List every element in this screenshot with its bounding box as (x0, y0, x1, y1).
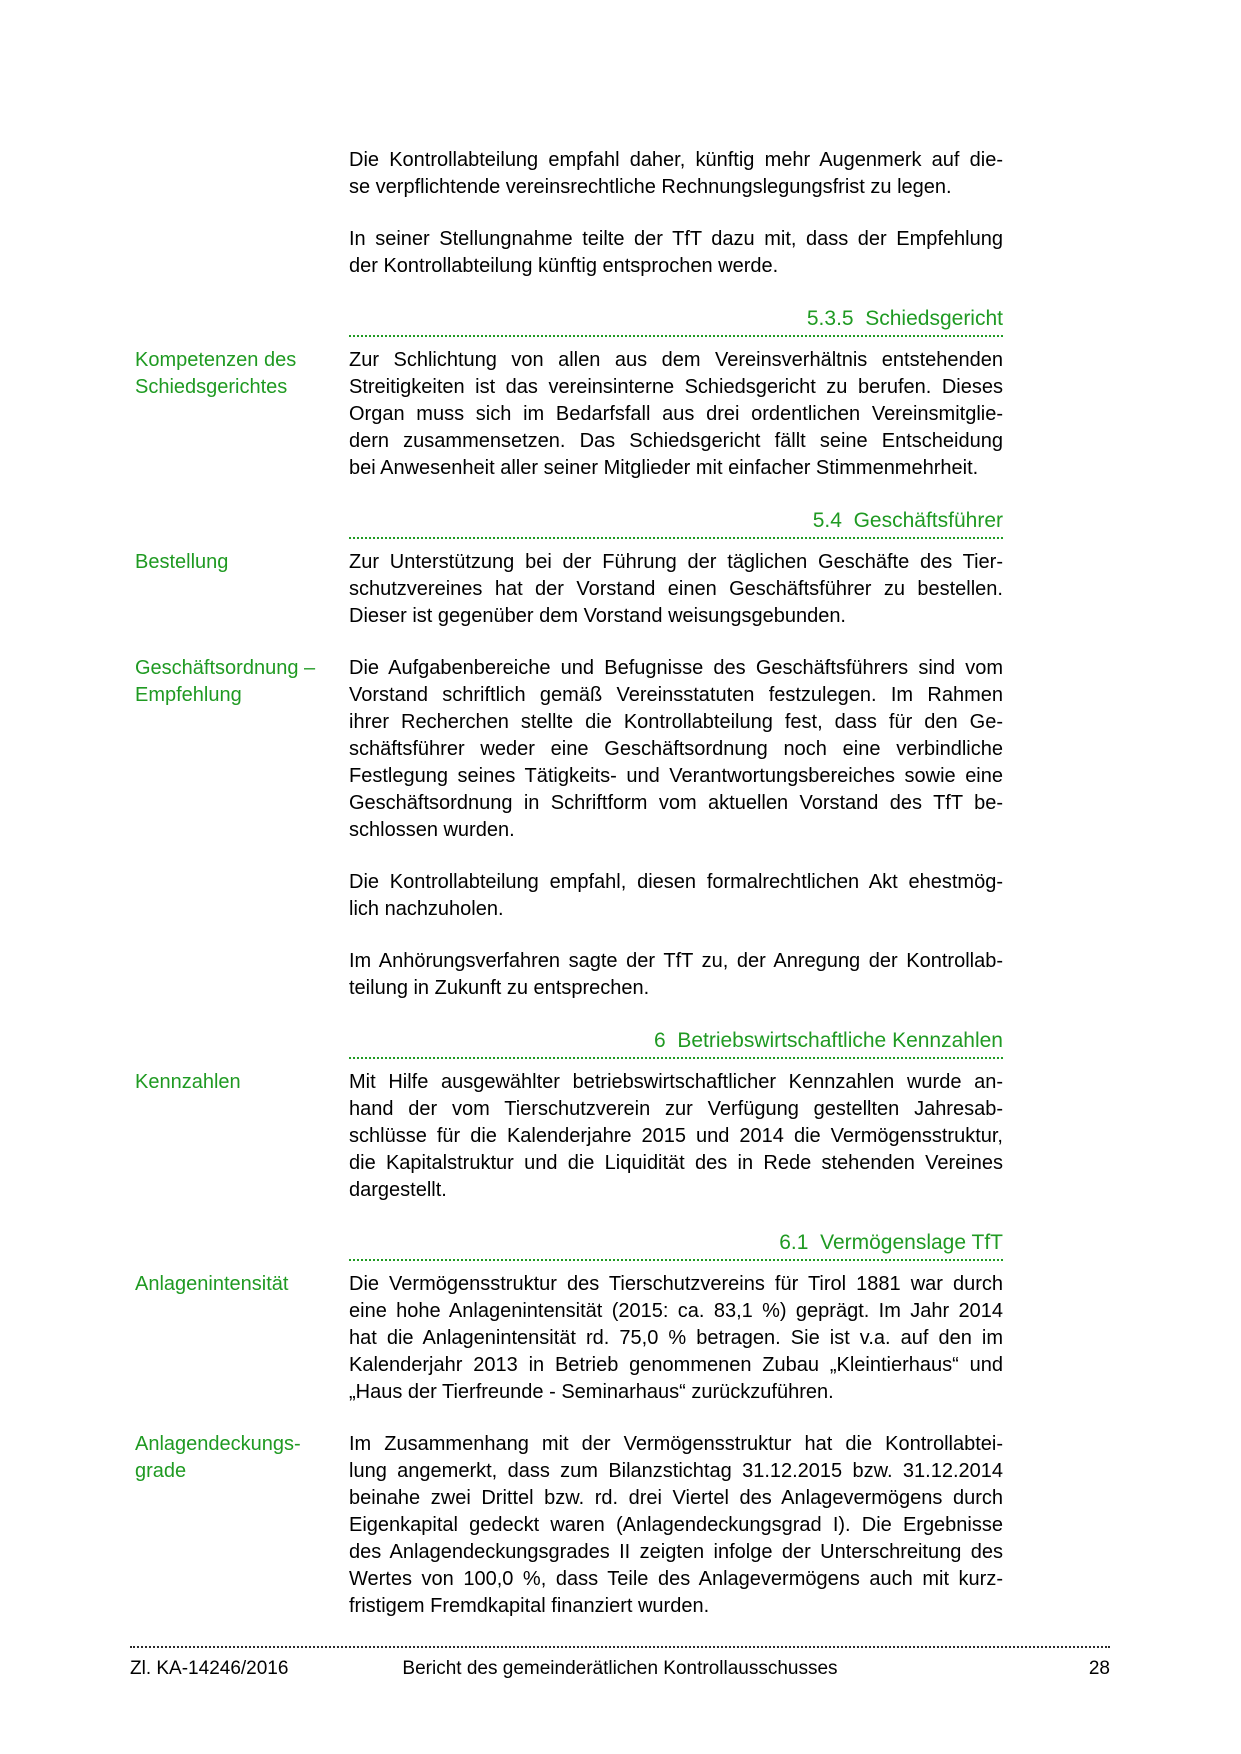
paragraph-line: bei Anwesenheit aller seiner Mitglieder mit einfacher Stimmenmehrheit. (349, 457, 979, 479)
margin-label (135, 147, 349, 201)
paragraph (349, 347, 1003, 482)
paragraph-line: schäftsführer weder eine Geschäftsordnung noch eine verbindliche (349, 738, 1003, 760)
dotted-separator (349, 537, 1003, 539)
section-heading-row (349, 305, 1003, 337)
paragraph (349, 1431, 1003, 1620)
margin-label (135, 869, 349, 923)
paragraph-line: Im Anhörungsverfahren sagte der TfT zu, der Anregung der Kontrollab- (349, 950, 1003, 972)
paragraph-line: Mit Hilfe ausgewählter betriebswirtschaftlicher Kennzahlen wurde an- (349, 1071, 1003, 1093)
paragraph-line: Organ muss sich im Bedarfsfall aus drei ordentlichen Vereinsmitglie- (349, 403, 1003, 425)
dotted-separator (349, 1259, 1003, 1261)
footer-text-row (130, 1657, 1110, 1681)
section-heading-row (349, 1229, 1003, 1261)
paragraph-line: se verpflichtende vereinsrechtliche Rechnungslegungsfrist zu legen. (349, 176, 952, 198)
footer-separator (130, 1646, 1110, 1648)
section-heading-row (349, 507, 1003, 539)
margin-label-line: Kennzahlen (135, 1071, 241, 1093)
margin-label-line: Geschäftsordnung – (135, 657, 316, 679)
paragraph-line: Dieser ist gegenüber dem Vorstand weisungsgebunden. (349, 605, 846, 627)
paragraph (349, 549, 1003, 630)
paragraph (349, 655, 1003, 844)
margin-label-line: Anlagenintensität (135, 1273, 289, 1295)
paragraph (349, 1069, 1003, 1204)
paragraph-line: Wertes von 100,0 %, dass Teile des Anlagevermögens auch mit kurz- (349, 1568, 1003, 1590)
paragraph-line: Vorstand schriftlich gemäß Vereinsstatuten festzulegen. Im Rahmen (349, 684, 1003, 706)
margin-label (135, 1069, 349, 1204)
paragraph-line: teilung in Zukunft zu entsprechen. (349, 977, 650, 999)
paragraph-line: schutzvereines hat der Vorstand einen Geschäftsführer zu bestellen. (349, 578, 1003, 600)
paragraph (349, 226, 1003, 280)
text-block-row (135, 869, 1003, 923)
paragraph-line: schlüsse für die Kalenderjahre 2015 und 2014 die Vermögensstruktur, (349, 1125, 1003, 1147)
paragraph-line: „Haus der Tierfreunde - Seminarhaus“ zurückzuführen. (349, 1381, 834, 1403)
text-block-row (135, 655, 1003, 844)
paragraph-line: die Kapitalstruktur und die Liquidität des in Rede stehenden Vereines (349, 1152, 1003, 1174)
paragraph-line: In seiner Stellungnahme teilte der TfT dazu mit, dass der Empfehlung (349, 228, 1003, 250)
paragraph-line: Die Kontrollabteilung empfahl daher, künftig mehr Augenmerk auf die- (349, 149, 1003, 171)
footer-document-title: Bericht des gemeinderätlichen Kontrollausschusses (402, 1658, 838, 1679)
paragraph-line: Die Kontrollabteilung empfahl, diesen formalrechtlichen Akt ehestmög- (349, 871, 1003, 893)
text-block-row (135, 1271, 1003, 1406)
margin-label (135, 1431, 349, 1620)
margin-label (135, 347, 349, 482)
paragraph (349, 1271, 1003, 1406)
paragraph-line: der Kontrollabteilung künftig entsprochen werde. (349, 255, 779, 277)
paragraph-line: beinahe zwei Drittel bzw. rd. drei Viertel des Anlagevermögens durch (349, 1487, 1003, 1509)
paragraph-line: hat die Anlagenintensität rd. 75,0 % betragen. Sie ist v.a. auf den im (349, 1327, 1003, 1349)
margin-label (135, 226, 349, 280)
paragraph-line: fristigem Fremdkapital finanziert wurden. (349, 1595, 710, 1617)
paragraph-line: Geschäftsordnung in Schriftform vom aktuellen Vorstand des TfT be- (349, 792, 1003, 814)
section-heading-row (349, 1027, 1003, 1059)
text-block-row (135, 948, 1003, 1002)
paragraph-line: Festlegung seines Tätigkeits- und Verantwortungsbereiches sowie eine (349, 765, 1003, 787)
margin-label (135, 549, 349, 630)
section-heading: 5.4 Geschäftsführer (812, 509, 1003, 532)
margin-label-line: Anlagendeckungs- (135, 1433, 301, 1455)
paragraph (349, 948, 1003, 1002)
paragraph-line: lich nachzuholen. (349, 898, 504, 920)
dotted-separator (349, 335, 1003, 337)
paragraph-line: Streitigkeiten ist das vereinsinterne Schiedsgericht zu berufen. Dieses (349, 376, 1003, 398)
margin-label (135, 1271, 349, 1406)
paragraph (349, 869, 1003, 923)
paragraph-line: eine hohe Anlagenintensität (2015: ca. 83,1 %) geprägt. Im Jahr 2014 (349, 1300, 1003, 1322)
section-heading: 5.3.5 Schiedsgericht (806, 307, 1003, 330)
text-block-row (135, 347, 1003, 482)
paragraph-line: des Anlagendeckungsgrades II zeigten infolge der Unterschreitung des (349, 1541, 1003, 1563)
margin-label-line: Bestellung (135, 551, 229, 573)
paragraph-line: lung angemerkt, dass zum Bilanzstichtag 31.12.2015 bzw. 31.12.2014 (349, 1460, 1003, 1482)
footer-page-number: 28 (1088, 1658, 1110, 1679)
paragraph-line: Zur Schlichtung von allen aus dem Vereinsverhältnis entstehenden (349, 349, 1003, 371)
paragraph-line: Kalenderjahr 2013 in Betrieb genommenen Zubau „Kleintierhaus“ und (349, 1354, 1003, 1376)
margin-label (135, 655, 349, 844)
margin-label-line: Empfehlung (135, 684, 242, 706)
paragraph-line: dargestellt. (349, 1179, 447, 1201)
paragraph-line: Die Vermögensstruktur des Tierschutzvereins für Tirol 1881 war durch (349, 1273, 1003, 1295)
text-block-row (135, 1069, 1003, 1204)
paragraph-line: ihrer Recherchen stellte die Kontrollabteilung fest, dass für den Ge- (349, 711, 1003, 733)
margin-label (135, 948, 349, 1002)
section-heading: 6 Betriebswirtschaftliche Kennzahlen (653, 1029, 1003, 1052)
paragraph-line: dern zusammensetzen. Das Schiedsgericht fällt seine Entscheidung (349, 430, 1003, 452)
text-block-row (135, 549, 1003, 630)
paragraph-line: Zur Unterstützung bei der Führung der täglichen Geschäfte des Tier- (349, 551, 1003, 573)
paragraph-line: Eigenkapital gedeckt waren (Anlagendeckungsgrad I). Die Ergebnisse (349, 1514, 1003, 1536)
paragraph-line: hand der vom Tierschutzverein zur Verfügung gestellten Jahresab- (349, 1098, 1003, 1120)
paragraph (349, 147, 1003, 201)
text-block-row (135, 147, 1003, 201)
margin-label-line: Schiedsgerichtes (135, 376, 288, 398)
dotted-separator (349, 1057, 1003, 1059)
paragraph-line: Im Zusammenhang mit der Vermögensstruktur hat die Kontrollabtei- (349, 1433, 1003, 1455)
footer-reference-number: Zl. KA-14246/2016 (130, 1658, 289, 1679)
page-footer (130, 1646, 1110, 1681)
margin-label-line: grade (135, 1460, 187, 1482)
margin-label-line: Kompetenzen des (135, 349, 297, 371)
text-block-row (135, 226, 1003, 280)
text-block-row (135, 1431, 1003, 1620)
document-content (135, 147, 1003, 1645)
paragraph-line: schlossen wurden. (349, 819, 515, 841)
section-heading: 6.1 Vermögenslage TfT (779, 1231, 1003, 1254)
paragraph-line: Die Aufgabenbereiche und Befugnisse des Geschäftsführers sind vom (349, 657, 1003, 679)
